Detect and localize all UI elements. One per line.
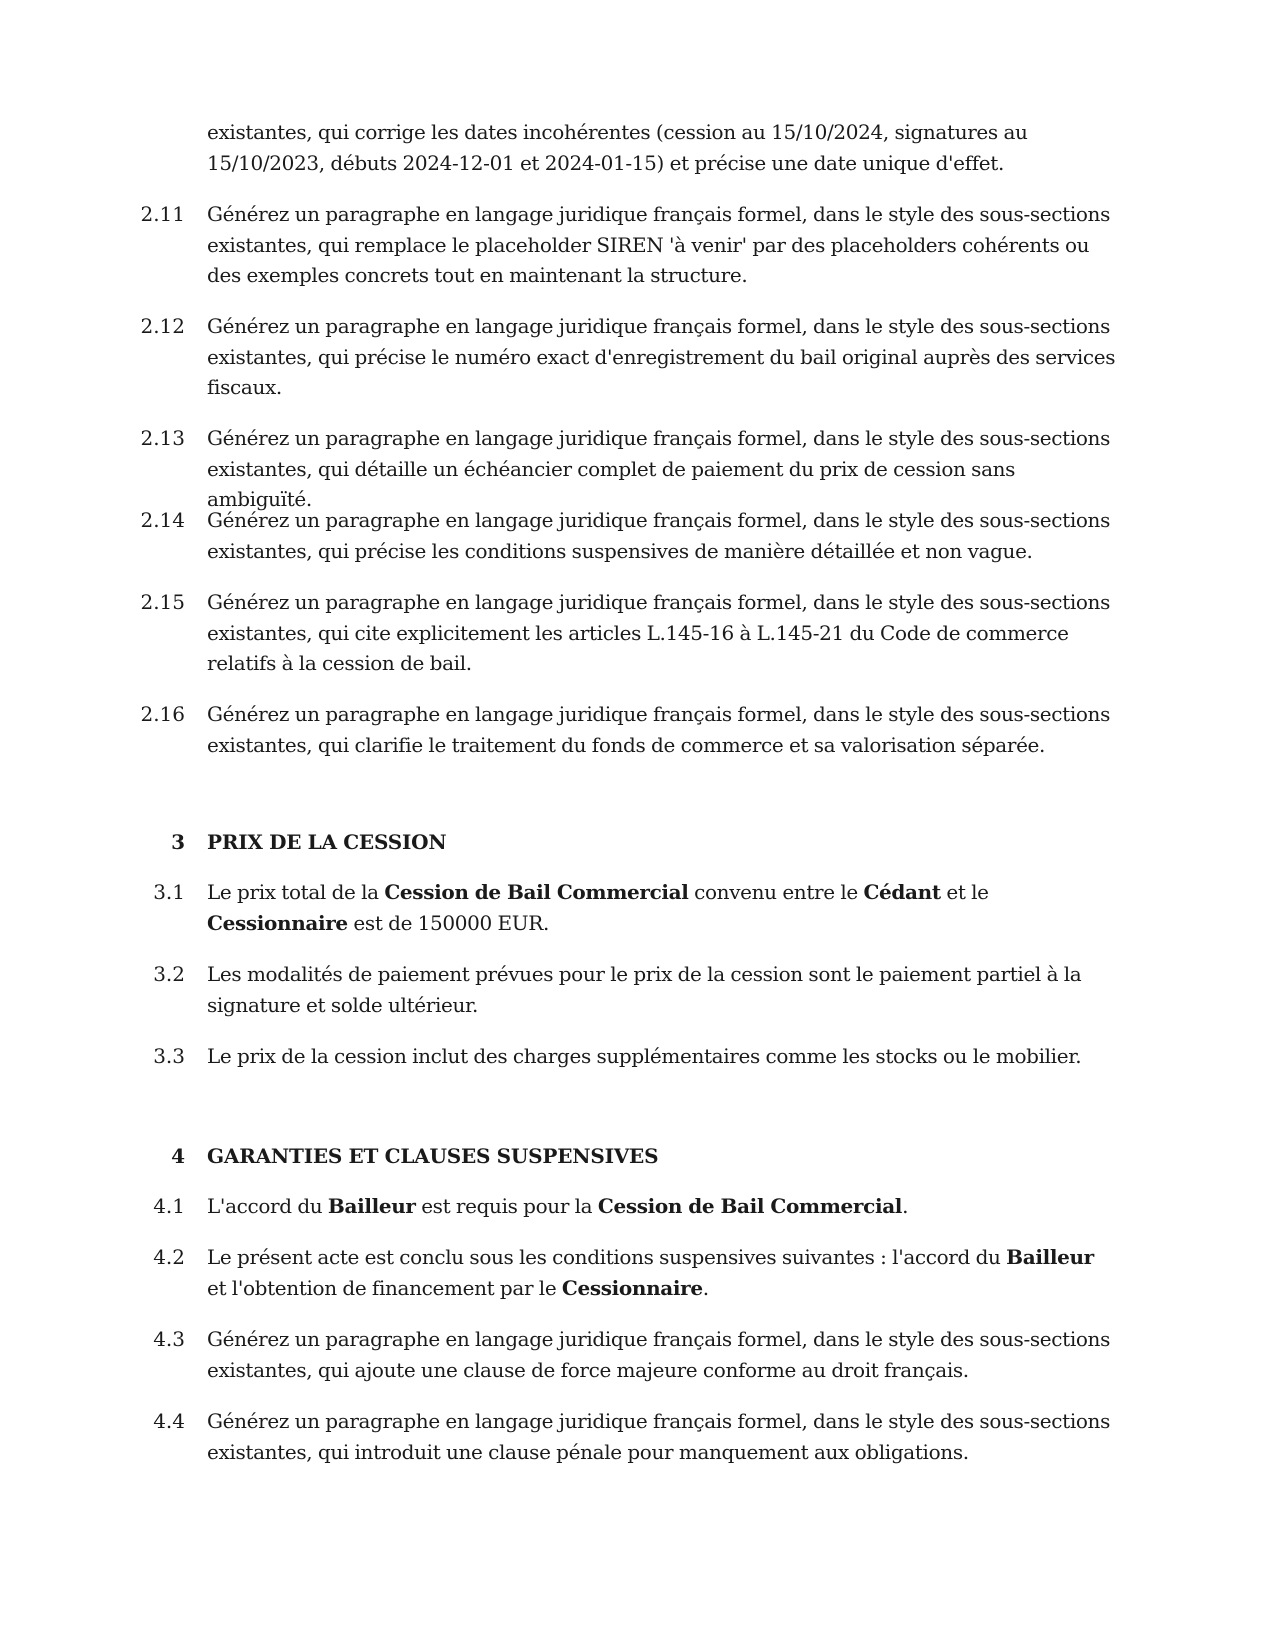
clause-text: Générez un paragraphe en langage juridique français formel, dans le style des sous-sections existantes, qui détaille un échéancier complet de paiement du prix de cession sans ambiguïté. (207, 426, 1110, 511)
clause-text: Générez un paragraphe en langage juridique français formel, dans le style des sous-sections existantes, qui précise les conditions suspensives de manière détaillée et non vague. (207, 508, 1110, 563)
clause-text: Générez un paragraphe en langage juridique français formel, dans le style des sous-sections existantes, qui remplace le placeholder SIREN 'à venir' par des placeholders cohérents ou des exemples concrets tout en maintenant la structure. (207, 202, 1110, 287)
clause-text (207, 1242, 1117, 1303)
defined-term: Cession de Bail Commercial (597, 1194, 903, 1218)
clause-text-part: et l'obtention de financement par le (207, 1275, 562, 1300)
clause-text-part: convenu entre le (688, 880, 864, 904)
clause-number: 2.12 (140, 314, 185, 338)
defined-term: Bailleur (327, 1194, 416, 1218)
clause-text-part: . (702, 1275, 709, 1300)
clause-number: 2.14 (140, 508, 185, 532)
clause-number: 2.15 (140, 590, 185, 614)
clause-text-part: . (902, 1194, 909, 1218)
clause-text: Générez un paragraphe en langage juridique français formel, dans le style des sous-sections existantes, qui cite explicitement les articles L.145-16 à L.145-21 du Code de commerce relatifs à la cession de bail. (207, 590, 1110, 675)
section-number: 3 (171, 830, 185, 854)
clause-text-part: est de 150000 EUR. (347, 910, 549, 935)
defined-term: Bailleur (1006, 1245, 1094, 1269)
defined-term: Cessionnaire (561, 1275, 703, 1300)
clause-text: Les modalités de paiement prévues pour le prix de la cession sont le paiement partiel à la signature et solde ultérieur. (207, 962, 1082, 1017)
clause-text: Générez un paragraphe en langage juridique français formel, dans le style des sous-sections existantes, qui clarifie le traitement du fonds de commerce et sa valorisation séparée. (207, 702, 1110, 757)
clause-number: 4.4 (153, 1409, 185, 1433)
clause-text: Générez un paragraphe en langage juridique français formel, dans le style des sous-sections existantes, qui précise le numéro exact d'enregistrement du bail original auprès des services fiscaux. (207, 314, 1116, 399)
clause-text-part: est requis pour la (415, 1194, 598, 1218)
defined-term: Cession de Bail Commercial (384, 880, 689, 904)
section-title: GARANTIES ET CLAUSES SUSPENSIVES (207, 1144, 659, 1168)
section-number: 4 (171, 1144, 185, 1168)
clause-text: existantes, qui corrige les dates incohérentes (cession au 15/10/2024, signatures au 15/10/2023, débuts 2024-12-01 et 2024-01-15) et précise une date unique d'effet. (207, 120, 1028, 175)
clause-number: 4.3 (153, 1327, 185, 1351)
clause-number: 2.13 (140, 426, 185, 450)
clause-text (207, 877, 1117, 938)
clause-text-part: L'accord du (207, 1194, 328, 1218)
clause-number: 3.2 (153, 962, 185, 986)
clause-text: Générez un paragraphe en langage juridique français formel, dans le style des sous-sections existantes, qui introduit une clause pénale pour manquement aux obligations. (207, 1409, 1110, 1464)
clause-number: 3.1 (153, 880, 185, 904)
section-title: PRIX DE LA CESSION (207, 830, 447, 854)
clause-number: 4.2 (153, 1245, 185, 1269)
clause-text-part: et le (940, 880, 989, 904)
clause-text-part: Le présent acte est conclu sous les conditions suspensives suivantes : l'accord du (207, 1245, 1007, 1269)
defined-term: Cessionnaire (207, 910, 348, 935)
clause-text-part: Le prix total de la (207, 880, 385, 904)
clause-text: Le prix de la cession inclut des charges supplémentaires comme les stocks ou le mobilier. (207, 1044, 1082, 1068)
clause-number: 2.16 (140, 702, 185, 726)
clause-number: 3.3 (153, 1044, 185, 1068)
defined-term: Cédant (863, 880, 941, 904)
clause-text: Générez un paragraphe en langage juridique français formel, dans le style des sous-sections existantes, qui ajoute une clause de force majeure conforme au droit français. (207, 1327, 1110, 1382)
clause-number: 2.11 (140, 202, 185, 226)
clause-text (207, 1191, 1117, 1222)
clause-number: 4.1 (153, 1194, 185, 1218)
